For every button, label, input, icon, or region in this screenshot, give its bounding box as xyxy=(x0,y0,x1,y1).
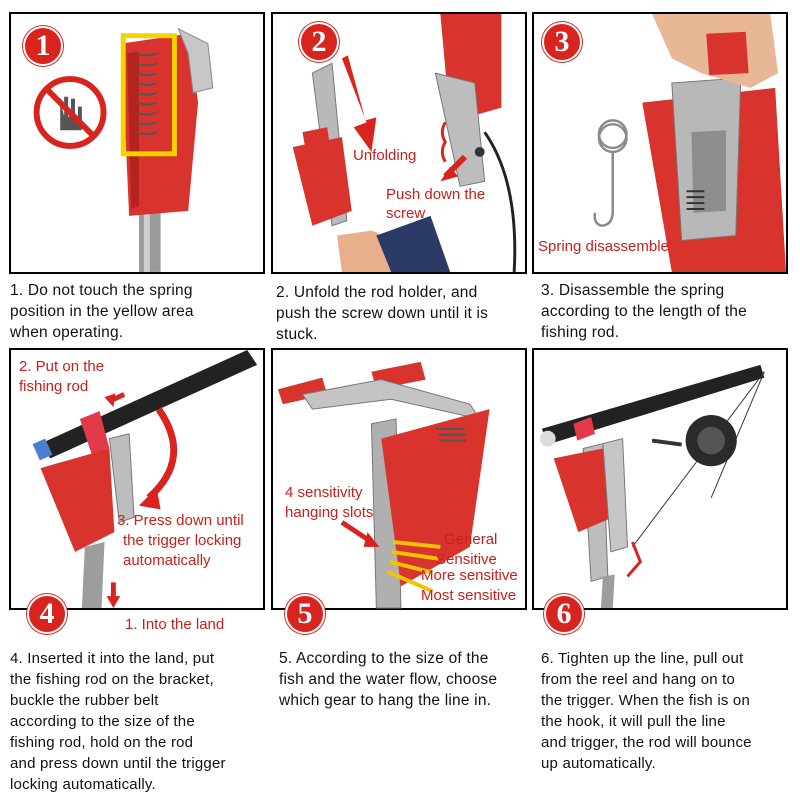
step-2-number-badge: 2 xyxy=(299,22,339,62)
press-down-label-line1: 3. Press down until xyxy=(117,512,244,529)
into-land-label: 1. Into the land xyxy=(125,616,225,633)
level-sensitive-label: Sensitive xyxy=(436,551,497,568)
step-6-panel xyxy=(532,348,788,630)
step-4-number-badge: 4 xyxy=(27,594,67,634)
level-more-sensitive-label: More sensitive xyxy=(421,567,518,584)
press-down-label-line3: automatically xyxy=(123,552,211,569)
step-6-caption: 6. Tighten up the line, pull out from the reel and hang on to the trigger. When the fish is on the hook, it will pull the line and trigger, the rod will bounce up automatically. xyxy=(541,650,752,772)
step-4-panel xyxy=(9,348,265,633)
put-on-rod-label-line1: 2. Put on the xyxy=(19,358,105,375)
level-most-sensitive-label: Most sensitive xyxy=(421,587,517,604)
step-2-panel xyxy=(271,12,527,274)
step-3-panel xyxy=(532,12,788,274)
sensitivity-slots-label-line1: 4 sensitivity xyxy=(285,484,363,501)
step-3-number-badge: 3 xyxy=(542,22,582,62)
step-1-panel xyxy=(9,12,265,274)
step-4-caption: 4. Inserted it into the land, put the fishing rod on the bracket, buckle the rubber belt according to the size of the fishing rod, hold on the rod and press down until the trigger locking automatically. xyxy=(10,650,226,793)
push-screw-label-line2: screw xyxy=(386,205,426,222)
step-5-number-badge: 5 xyxy=(285,594,325,634)
step-1-number-badge: 1 xyxy=(23,26,63,66)
step-1-caption: 1. Do not touch the spring position in the yellow area when operating. xyxy=(10,282,194,341)
level-general-label: General xyxy=(444,531,498,548)
step-5-panel xyxy=(271,348,527,630)
step-3-caption: 3. Disassemble the spring according to the length of the fishing rod. xyxy=(541,282,747,341)
step-6-number-badge: 6 xyxy=(544,594,584,634)
spring-disassemble-label: Spring disassemble xyxy=(538,238,669,255)
step-6-illustration xyxy=(534,350,786,608)
step-5-caption: 5. According to the size of the fish and the water flow, choose which gear to hang the line in. xyxy=(279,650,498,709)
unfolding-label: Unfolding xyxy=(353,147,417,164)
sensitivity-slots-label-line2: hanging slots xyxy=(285,504,374,521)
step-2-caption: 2. Unfold the rod holder, and push the screw down until it is stuck. xyxy=(276,284,489,343)
put-on-rod-label-line2: fishing rod xyxy=(19,378,89,395)
press-down-label-line2: the trigger locking xyxy=(123,532,242,549)
push-screw-label-line1: Push down the xyxy=(386,186,486,203)
